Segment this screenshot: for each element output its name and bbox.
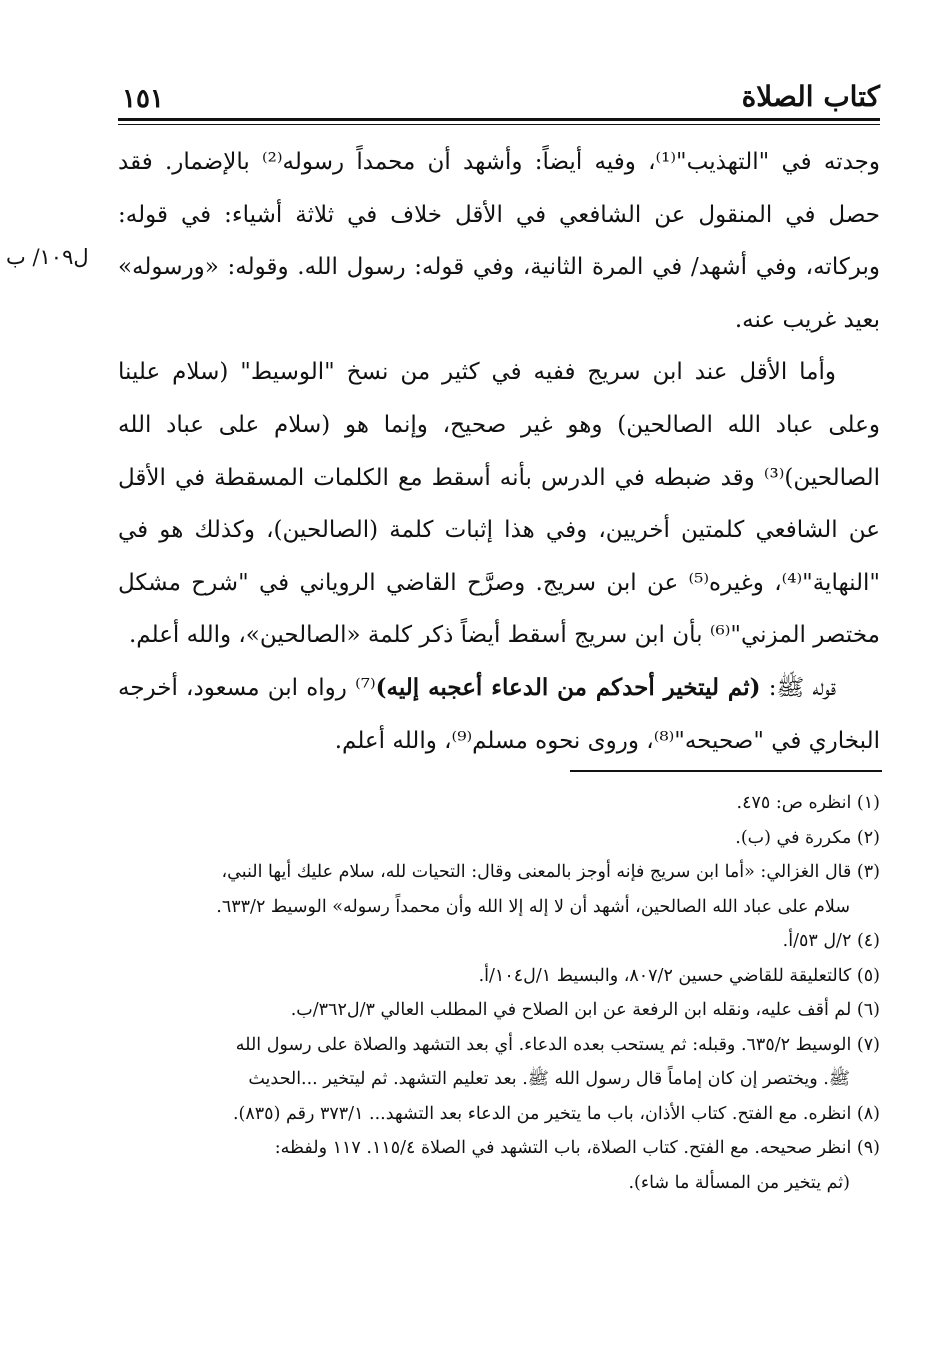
page-header	[118, 80, 880, 120]
footnote-separator	[570, 770, 882, 772]
page-number: ١٥١	[122, 84, 164, 114]
manuscript-folio-marker: ل١٠٩/ ب	[6, 245, 89, 269]
paragraph-3-start: قوله ﷺ:	[760, 674, 836, 701]
paragraph-2: وأما الأقل عند ابن سريج ففيه في كثير من نسخ "الوسيط" (سلام علينا وعلى عباد الله الصالحين) وهو غير صحيح، وإنما هو (سلام على عباد الله الصالحين)⁽³⁾ وقد ضبطه في الدرس بأنه أسقط مع الكلمات المسقطة في الأقل عن الشافعي كلمتين أخريين، وفي هذا إثبات كلمة (الصالحين)، وكذلك هو في "النهاية"⁽⁴⁾، وغيره⁽⁵⁾ عن ابن سريج. وصرَّح القاضي الروياني في "شرح مشكل مختصر المزني"⁽⁶⁾ بأن ابن سريج أسقط أيضاً ذكر كلمة «الصالحين»، والله أعلم.	[118, 359, 880, 649]
footnotes	[118, 786, 880, 1200]
main-text	[118, 136, 880, 767]
footnote-9: (٩) انظر صحيحه. مع الفتح. كتاب الصلاة، باب التشهد في الصلاة ١١٥/٤. ١١٧ ولفظه:	[274, 1138, 880, 1158]
footnote-9-continued: (ثم يتخير من المسألة ما شاء).	[628, 1172, 850, 1193]
footnote-5: (٥) كالتعليقة للقاضي حسين ٨٠٧/٢، والبسيط ١/ل١٠٤/أ.	[478, 965, 880, 986]
footnote-7: (٧) الوسيط ٦٣٥/٢. وقبله: ثم يستحب بعده الدعاء. أي بعد التشهد والصلاة على رسول الله	[235, 1034, 880, 1055]
footnote-4: (٤) ٢/ل ٥٣/أ.	[782, 931, 880, 951]
book-title: كتاب الصلاة	[741, 80, 880, 113]
footnote-8: (٨) انظره. مع الفتح. كتاب الأذان، باب ما يتخير من الدعاء بعد التشهد... ٣٧٣/١ رقم (٨٣٥).	[232, 1103, 880, 1124]
footnote-2: (٢) مكررة في (ب).	[735, 827, 880, 848]
footnote-6: (٦) لم أقف عليه، ونقله ابن الرفعة عن ابن الصلاح في المطلب العالي ٣/ل٣٦٢/ب.	[290, 1000, 880, 1020]
hadith-quote: (ثم ليتخير أحدكم من الدعاء أعجبه إليه)	[375, 673, 761, 701]
footnote-7-continued: ﷺ. ويختصر إن كان إماماً قال رسول الله ﷺ. بعد تعليم التشهد. ثم ليتخير ...الحديث	[248, 1069, 850, 1089]
paragraph-3-end: ⁽⁷⁾ رواه ابن مسعود، أخرجه البخاري في "صحيحه"⁽⁸⁾، وروى نحوه مسلم⁽⁹⁾، والله أعلم.	[118, 674, 880, 754]
paragraph-3	[118, 662, 880, 767]
header-double-rule	[118, 118, 880, 125]
footnote-3: (٣) قال الغزالي: «أما ابن سريج فإنه أوجز بالمعنى وقال: التحيات لله، سلام عليك أيها النبي،	[221, 862, 880, 882]
footnote-1: (١) انظره ص: ٤٧٥.	[736, 793, 880, 813]
footnote-3-continued: سلام على عباد الله الصالحين، أشهد أن لا إله إلا الله وأن محمداً رسوله» الوسيط ٦٣٣/٢.	[216, 896, 850, 917]
paragraph-1: وجدته في "التهذيب"⁽¹⁾، وفيه أيضاً: وأشهد أن محمداً رسوله⁽²⁾ بالإضمار. فقد حصل في المنقول عن الشافعي في الأقل خلاف في ثلاثة أشياء: في قوله: وبركاته، وفي أشهد/ في المرة الثانية، وفي قوله: رسول الله. وقوله: «ورسوله» بعيد غريب عنه.	[118, 149, 880, 333]
